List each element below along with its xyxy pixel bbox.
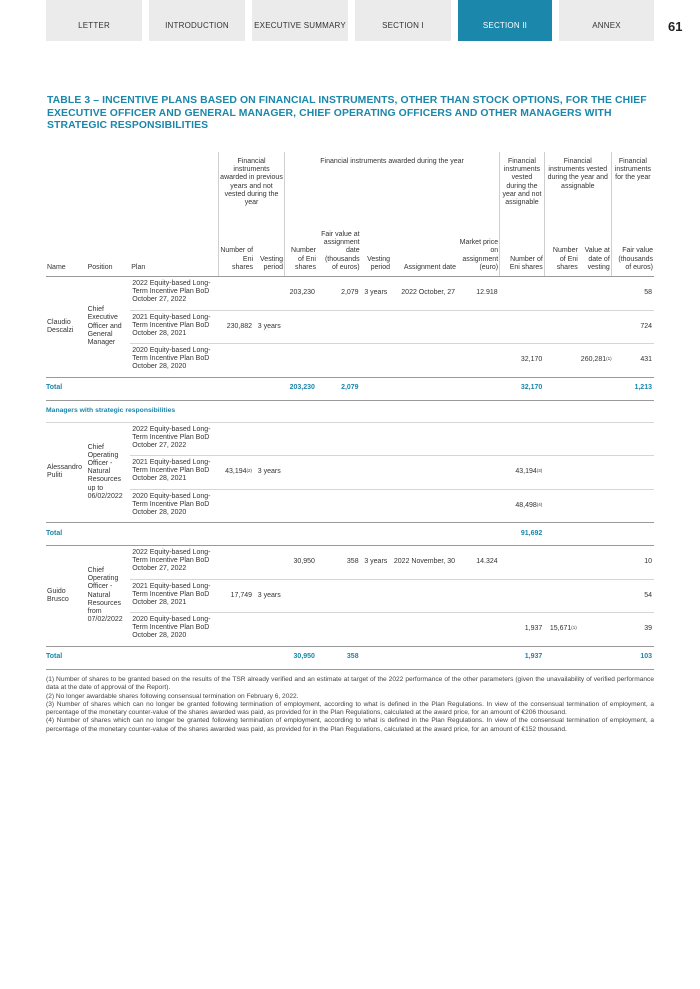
empty-cell [361, 523, 391, 546]
aw-date [391, 422, 457, 456]
col-header-prev-vesting: Vesting period [260, 255, 283, 271]
aw-market-price-value: 14.324 [476, 558, 498, 566]
fy-fair-value-value: 58 [644, 289, 652, 297]
total-fy-fair-value [611, 523, 654, 546]
fy-fair-value [611, 579, 654, 613]
plan-name [130, 579, 218, 613]
total-label-value: Total [46, 529, 63, 537]
col-header-aw-date: Assignment date [403, 263, 456, 271]
aw-vesting [361, 489, 391, 523]
fy-fair-value-value: 54 [644, 591, 652, 599]
empty-cell [579, 377, 611, 400]
tab-section-ii[interactable]: SECTION II [458, 0, 552, 41]
footnote-ref: (2) [246, 468, 253, 474]
prev-number [219, 489, 255, 523]
prev-vesting [254, 310, 284, 344]
total-aw-fair-value-value: 358 [346, 653, 359, 661]
aw-vesting [361, 310, 391, 344]
total-vna-number [500, 646, 545, 669]
va-value-value: 260,281 [580, 356, 607, 364]
vna-number-value: 1,937 [524, 625, 543, 633]
fy-fair-value [611, 546, 654, 580]
empty-cell [579, 523, 611, 546]
total-aw-fair-value [317, 377, 361, 400]
aw-number-value: 203,230 [289, 289, 315, 297]
section-label: Managers with strategic responsibilities [46, 400, 654, 422]
total-fy-fair-value-value: 103 [640, 653, 652, 661]
va-number [544, 344, 579, 378]
prev-vesting [254, 579, 284, 613]
empty-cell [457, 646, 500, 669]
aw-market-price [457, 579, 500, 613]
fy-fair-value [611, 277, 654, 311]
aw-date [391, 546, 457, 580]
aw-date [391, 344, 457, 378]
person-position [87, 546, 131, 647]
prev-vesting-value: 3 years [257, 591, 281, 599]
total-aw-number [284, 377, 316, 400]
prev-number [219, 613, 255, 647]
va-value [579, 277, 611, 311]
person-name-value: Claudio Descalzi [47, 318, 74, 334]
fy-fair-value [611, 489, 654, 523]
vna-number-value: 43,194 [515, 468, 537, 476]
aw-fair-value [317, 310, 361, 344]
prev-vesting [254, 344, 284, 378]
footnote: (2) No longer awardable shares following consensual termination on February 6, 2022. [46, 692, 299, 700]
person-name-value: Alessandro Puliti [47, 464, 83, 480]
plan-name-value: 2022 Equity-based Long-Term Incentive Plan BoD October 27, 2022 [132, 425, 211, 449]
aw-market-price [457, 546, 500, 580]
empty-cell [219, 523, 255, 546]
aw-number [284, 546, 316, 580]
prev-vesting-value: 3 years [257, 322, 281, 330]
prev-number [219, 546, 255, 580]
aw-fair-value [317, 456, 361, 490]
prev-vesting-value: 3 years [257, 468, 281, 476]
tab-letter[interactable]: LETTER [46, 0, 142, 41]
aw-vesting [361, 579, 391, 613]
aw-number-value: 30,950 [293, 558, 315, 566]
empty-cell [361, 377, 391, 400]
aw-number [284, 422, 316, 456]
plan-name [130, 422, 218, 456]
aw-number [284, 613, 316, 647]
aw-number [284, 310, 316, 344]
section-row-managers [46, 400, 654, 422]
vna-number-value: 32,170 [520, 356, 543, 364]
aw-market-price [457, 277, 500, 311]
prev-number [219, 456, 255, 490]
empty-cell [544, 523, 579, 546]
vna-number [500, 579, 545, 613]
page-number: 61 [668, 19, 683, 34]
aw-number [284, 489, 316, 523]
empty-cell [219, 377, 255, 400]
table-row [46, 310, 654, 344]
empty-cell [391, 523, 457, 546]
va-number [544, 579, 579, 613]
total-aw-number [284, 523, 316, 546]
plan-name [130, 344, 218, 378]
aw-number [284, 456, 316, 490]
aw-date [391, 456, 457, 490]
aw-number [284, 277, 316, 311]
aw-vesting [361, 613, 391, 647]
vna-number-value: 48,498 [515, 501, 537, 509]
col-header-vna-number: Number of Eni shares [500, 224, 545, 276]
aw-fair-value [317, 546, 361, 580]
prev-number [219, 277, 255, 311]
footnote-ref: (4) [536, 501, 543, 507]
va-number [544, 456, 579, 490]
group-header-vested-assignable: Financial instruments vested during the year and assignable [544, 152, 611, 224]
aw-market-price [457, 613, 500, 647]
table-row [46, 456, 654, 490]
va-value [579, 344, 611, 378]
plan-name-value: 2021 Equity-based Long-Term Incentive Plan BoD October 28, 2021 [132, 459, 211, 483]
aw-market-price [457, 310, 500, 344]
footnote: (4) Number of shares which can no longer be granted following termination of employment, according to what is defined in the Plan Regulations. In view of the consensual termination of employment, a percentage of the monetary counter-value of the shares awarded was paid, as provided for in the Plan Regulations, calculated at the award price, for an amount of €152 thousand. [46, 717, 654, 733]
prev-vesting [254, 489, 284, 523]
prev-number [219, 310, 255, 344]
empty-cell [544, 646, 579, 669]
aw-market-price-value: 12.918 [476, 289, 498, 297]
fy-fair-value [611, 310, 654, 344]
person-name [46, 422, 87, 523]
person-name-value: Guido Brusco [47, 587, 69, 603]
fy-fair-value [611, 344, 654, 378]
table-row [46, 579, 654, 613]
tab-executive-summary[interactable]: EXECUTIVE SUMMARY [252, 0, 348, 41]
va-number [544, 422, 579, 456]
va-value [579, 579, 611, 613]
total-label-value: Total [46, 384, 63, 392]
va-value [579, 310, 611, 344]
vna-number [500, 310, 545, 344]
va-number [544, 613, 579, 647]
prev-number [219, 422, 255, 456]
total-aw-number-value: 203,230 [289, 384, 315, 392]
aw-fair-value [317, 422, 361, 456]
person-position [87, 422, 131, 523]
col-header-plan: Plan [131, 263, 146, 271]
vna-number [500, 613, 545, 647]
aw-fair-value [317, 344, 361, 378]
total-aw-fair-value [317, 646, 361, 669]
aw-vesting [361, 546, 391, 580]
aw-vesting [361, 277, 391, 311]
aw-fair-value [317, 277, 361, 311]
fy-fair-value [611, 613, 654, 647]
aw-vesting-value: 3 years [364, 558, 388, 566]
footnote: (1) Number of shares to be granted based on the results of the TSR already verified and an estimate at target of the 2022 performance of the other parameters (given the unavailability of verified performance data at the date of approval of the Report). [46, 676, 654, 692]
aw-market-price [457, 489, 500, 523]
aw-date [391, 579, 457, 613]
prev-number-value: 230,882 [226, 322, 253, 330]
empty-cell [457, 377, 500, 400]
person-name [46, 277, 87, 378]
col-header-prev-number: Number of Eni shares [219, 224, 255, 276]
fy-fair-value-value: 431 [640, 356, 652, 364]
plan-name [130, 456, 218, 490]
plan-name-value: 2021 Equity-based Long-Term Incentive Plan BoD October 28, 2021 [132, 582, 211, 606]
total-vna-number [500, 523, 545, 546]
va-value [579, 613, 611, 647]
plan-name [130, 613, 218, 647]
total-aw-fair-value [317, 523, 361, 546]
aw-market-price [457, 422, 500, 456]
plan-name-value: 2020 Equity-based Long-Term Incentive Plan BoD October 28, 2020 [132, 347, 211, 371]
aw-vesting [361, 344, 391, 378]
va-value [579, 456, 611, 490]
fy-fair-value-value: 724 [640, 322, 652, 330]
plan-name [130, 546, 218, 580]
va-value [579, 546, 611, 580]
incentive-plans-table [46, 152, 654, 670]
person-position-value: Chief Operating Officer - Natural Resources from 07/02/2022 [87, 567, 123, 624]
va-value [579, 489, 611, 523]
table-title: TABLE 3 – INCENTIVE PLANS BASED ON FINANCIAL INSTRUMENTS, OTHER THAN STOCK OPTIONS, FOR THE CHIEF EXECUTIVE OFFICER AND GENERAL MANAGER, CHIEF OPERATING OFFICERS AND OTHER MANAGERS WITH STRATEGIC RESPONSIBILITIES [47, 95, 647, 131]
aw-market-price [457, 344, 500, 378]
total-fy-fair-value-value: 1,213 [634, 384, 652, 392]
plan-name-value: 2020 Equity-based Long-Term Incentive Plan BoD October 28, 2020 [132, 492, 211, 516]
fy-fair-value-value: 39 [644, 625, 652, 633]
table-row [46, 344, 654, 378]
table-row [46, 277, 654, 311]
vna-number [500, 277, 545, 311]
fy-fair-value [611, 422, 654, 456]
prev-vesting [254, 422, 284, 456]
aw-date [391, 489, 457, 523]
total-vna-number-value: 1,937 [524, 653, 543, 661]
person-position [87, 277, 131, 378]
total-vna-number-value: 91,692 [520, 529, 543, 537]
prev-number [219, 579, 255, 613]
group-header-prev-years: Financial instruments awarded in previous years and not vested during the year [219, 152, 285, 224]
empty-cell [254, 523, 284, 546]
prev-number [219, 344, 255, 378]
va-number [544, 277, 579, 311]
empty-cell [219, 646, 255, 669]
aw-fair-value [317, 613, 361, 647]
total-row [46, 646, 654, 669]
aw-date [391, 277, 457, 311]
aw-vesting [361, 422, 391, 456]
table-row [46, 546, 654, 580]
prev-vesting [254, 613, 284, 647]
empty-cell [544, 377, 579, 400]
aw-date-value: 2022 November, 30 [393, 558, 455, 566]
total-aw-number [284, 646, 316, 669]
plan-name [130, 489, 218, 523]
prev-vesting [254, 456, 284, 490]
tab-section-i[interactable]: SECTION I [355, 0, 451, 41]
va-number [544, 310, 579, 344]
plan-name-value: 2020 Equity-based Long-Term Incentive Plan BoD October 28, 2020 [132, 616, 211, 640]
total-aw-number-value: 30,950 [293, 653, 315, 661]
vna-number [500, 489, 545, 523]
tab-introduction[interactable]: INTRODUCTION [149, 0, 245, 41]
aw-date [391, 310, 457, 344]
total-aw-fair-value-value: 2,079 [341, 384, 359, 392]
plan-name-value: 2022 Equity-based Long-Term Incentive Plan BoD October 27, 2022 [132, 280, 211, 304]
total-vna-number-value: 32,170 [520, 384, 543, 392]
aw-market-price [457, 456, 500, 490]
va-number-value: 15,671 [549, 625, 572, 633]
aw-fair-value [317, 489, 361, 523]
footnotes [46, 676, 654, 734]
footnote-ref: (1) [571, 625, 577, 631]
col-header-position: Position [87, 263, 113, 271]
aw-fair-value [317, 579, 361, 613]
total-fy-fair-value [611, 377, 654, 400]
person-position-value: Chief Executive Officer and General Manager [87, 306, 122, 347]
fy-fair-value [611, 456, 654, 490]
table-row [46, 613, 654, 647]
col-header-aw-market-price: Market price on assignment (euro) [459, 239, 499, 271]
empty-cell [361, 646, 391, 669]
aw-number [284, 579, 316, 613]
group-header-vested-not-assignable: Financial instruments vested during the year and not assignable [500, 152, 545, 224]
col-header-aw-vesting: Vesting period [367, 255, 391, 271]
vna-number [500, 422, 545, 456]
col-header-va-value: Value at date of vesting [584, 247, 610, 271]
aw-date-value: 2022 October, 27 [401, 289, 455, 297]
group-header-awarded-year: Financial instruments awarded during the year [284, 152, 499, 224]
col-header-aw-fair-value: Fair value at assignment date (thousands of euros) [321, 230, 360, 271]
total-fy-fair-value [611, 646, 654, 669]
total-vna-number [500, 377, 545, 400]
aw-fair-value-value: 358 [346, 558, 359, 566]
total-label [46, 377, 219, 400]
top-navigation [46, 0, 654, 41]
col-header-fy-fair-value: Fair value (thousands of euros) [611, 224, 654, 276]
prev-vesting [254, 546, 284, 580]
empty-cell [254, 646, 284, 669]
vna-number [500, 344, 545, 378]
prev-number-value: 43,194 [225, 468, 247, 476]
empty-cell [391, 377, 457, 400]
tab-annex[interactable]: ANNEX [559, 0, 654, 41]
person-name [46, 546, 87, 647]
aw-number [284, 344, 316, 378]
plan-name-value: 2022 Equity-based Long-Term Incentive Plan BoD October 27, 2022 [132, 549, 211, 573]
fy-fair-value-value: 10 [644, 558, 652, 566]
vna-number [500, 546, 545, 580]
empty-cell [254, 377, 284, 400]
group-header-for-year: Financial instruments for the year [611, 152, 654, 224]
total-label [46, 646, 219, 669]
col-header-name: Name [47, 263, 66, 271]
va-number [544, 546, 579, 580]
vna-number [500, 456, 545, 490]
total-row [46, 377, 654, 400]
table-row [46, 422, 654, 456]
aw-vesting [361, 456, 391, 490]
footnote: (3) Number of shares which can no longer be granted following termination of employment, according to what is defined in the Plan Regulations. In view of the consensual termination of employment, a percentage of the monetary counter-value of the shares awarded was paid, as provided for in the Plan Regulations, calculated at the award price, for an amount of €206 thousand. [46, 700, 654, 717]
footnote-ref: (1) [606, 356, 612, 362]
plan-name [130, 310, 218, 344]
total-row [46, 523, 654, 546]
table-row [46, 489, 654, 523]
empty-cell [579, 646, 611, 669]
total-label [46, 523, 219, 546]
prev-vesting [254, 277, 284, 311]
prev-number-value: 17,749 [230, 591, 253, 599]
empty-cell [391, 646, 457, 669]
col-header-aw-number: Number of Eni shares [284, 224, 316, 276]
total-label-value: Total [46, 653, 63, 661]
empty-cell [457, 523, 500, 546]
footnote-ref: (3) [536, 468, 543, 474]
col-header-va-number: Number of Eni shares [544, 224, 579, 276]
va-value [579, 422, 611, 456]
aw-fair-value-value: 2,079 [341, 289, 359, 297]
plan-name [130, 277, 218, 311]
plan-name-value: 2021 Equity-based Long-Term Incentive Plan BoD October 28, 2021 [132, 313, 211, 337]
va-number [544, 489, 579, 523]
aw-vesting-value: 3 years [364, 289, 388, 297]
aw-date [391, 613, 457, 647]
person-position-value: Chief Operating Officer - Natural Resources up to 06/02/2022 [87, 443, 123, 500]
